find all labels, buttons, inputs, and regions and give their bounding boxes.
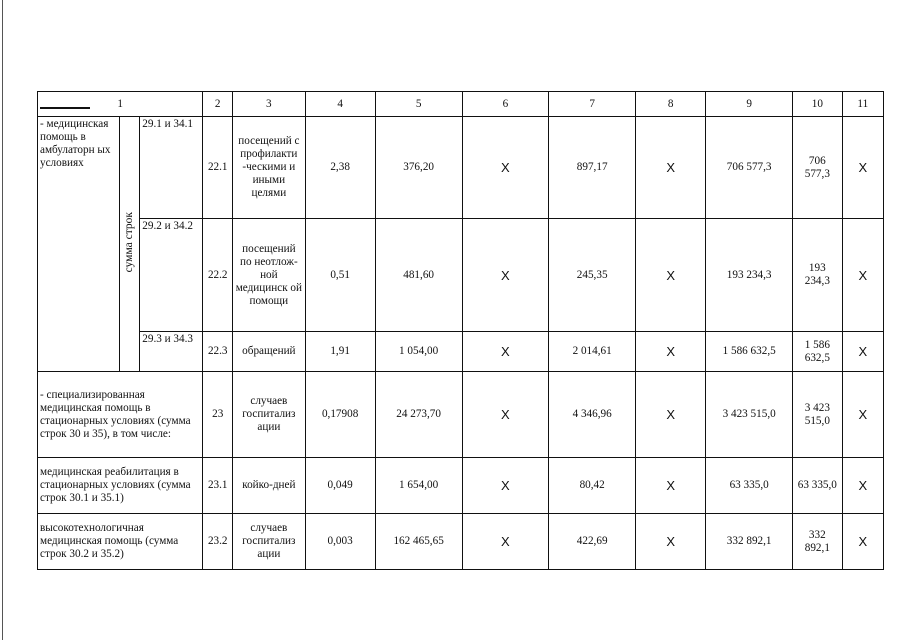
value-cell: 2,38 — [305, 117, 375, 219]
unit-cell: случаев госпитализ ации — [233, 514, 305, 570]
x-mark: X — [636, 514, 706, 570]
value-cell: 4 346,96 — [549, 372, 636, 458]
row-refs: 29.1 и 34.1 — [140, 117, 203, 219]
x-mark: X — [636, 117, 706, 219]
unit-cell: койко-дней — [233, 458, 305, 514]
unit-cell: обращений — [233, 332, 305, 372]
unit-cell: случаев госпитализ ации — [233, 372, 305, 458]
table-row — [38, 514, 884, 570]
x-mark: X — [462, 332, 549, 372]
table-row — [38, 219, 884, 332]
header-col-3: 3 — [233, 92, 305, 117]
value-cell: 24 273,70 — [375, 372, 462, 458]
header-row — [38, 92, 884, 117]
x-mark: X — [462, 514, 549, 570]
row-number: 23.2 — [203, 514, 233, 570]
header-col-9: 9 — [706, 92, 793, 117]
row-number: 23.1 — [203, 458, 233, 514]
value-cell: 193 234,3 — [706, 219, 793, 332]
x-mark: X — [842, 514, 883, 570]
value-cell: 1 586 632,5 — [793, 332, 843, 372]
value-cell: 162 465,65 — [375, 514, 462, 570]
value-cell: 481,60 — [375, 219, 462, 332]
outpatient-label: - медицинская помощь в амбулаторн ых условиях — [38, 117, 120, 372]
value-cell: 1 654,00 — [375, 458, 462, 514]
value-cell: 376,20 — [375, 117, 462, 219]
header-col-2: 2 — [203, 92, 233, 117]
unit-cell: посещений по неотлож- ной медицинск ой помощи — [233, 219, 305, 332]
header-col-4: 4 — [305, 92, 375, 117]
header-col-6: 6 — [462, 92, 549, 117]
row-number: 22.2 — [203, 219, 233, 332]
value-cell: 1,91 — [305, 332, 375, 372]
value-cell: 193 234,3 — [793, 219, 843, 332]
value-cell: 1 586 632,5 — [706, 332, 793, 372]
header-col-1: 1 — [38, 92, 203, 117]
row-label: - специализированная медицинская помощь в стационарных условиях (сумма строк 30 и 35), в том числе: — [38, 372, 203, 458]
x-mark: X — [636, 332, 706, 372]
header-col-10: 10 — [793, 92, 843, 117]
row-number: 22.3 — [203, 332, 233, 372]
table-row — [38, 332, 884, 372]
value-cell: 332 892,1 — [793, 514, 843, 570]
value-cell: 80,42 — [549, 458, 636, 514]
unit-cell: посещений с профилакти -ческими и иными целями — [233, 117, 305, 219]
group-label: сумма строк — [119, 117, 140, 372]
row-refs: 29.2 и 34.2 — [140, 219, 203, 332]
header-col-8: 8 — [636, 92, 706, 117]
x-mark: X — [842, 332, 883, 372]
budget-table — [37, 91, 884, 570]
x-mark: X — [462, 372, 549, 458]
value-cell: 3 423 515,0 — [793, 372, 843, 458]
x-mark: X — [842, 219, 883, 332]
row-number: 22.1 — [203, 117, 233, 219]
value-cell: 706 577,3 — [706, 117, 793, 219]
x-mark: X — [462, 117, 549, 219]
x-mark: X — [462, 458, 549, 514]
row-label: медицинская реабилитация в стационарных условиях (сумма строк 30.1 и 35.1) — [38, 458, 203, 514]
value-cell: 0,003 — [305, 514, 375, 570]
x-mark: X — [842, 117, 883, 219]
value-cell: 63 335,0 — [706, 458, 793, 514]
value-cell: 332 892,1 — [706, 514, 793, 570]
value-cell: 422,69 — [549, 514, 636, 570]
value-cell: 0,17908 — [305, 372, 375, 458]
page-left-rule — [2, 0, 3, 640]
header-col-5: 5 — [375, 92, 462, 117]
table-row — [38, 117, 884, 219]
table-row — [38, 372, 884, 458]
x-mark: X — [842, 458, 883, 514]
row-label: высокотехнологичная медицинская помощь (сумма строк 30.2 и 35.2) — [38, 514, 203, 570]
value-cell: 706 577,3 — [793, 117, 843, 219]
row-refs: 29.3 и 34.3 — [140, 332, 203, 372]
header-mark — [40, 107, 90, 109]
x-mark: X — [636, 219, 706, 332]
x-mark: X — [636, 372, 706, 458]
row-number: 23 — [203, 372, 233, 458]
header-col-11: 11 — [842, 92, 883, 117]
value-cell: 2 014,61 — [549, 332, 636, 372]
value-cell: 1 054,00 — [375, 332, 462, 372]
value-cell: 3 423 515,0 — [706, 372, 793, 458]
value-cell: 245,35 — [549, 219, 636, 332]
x-mark: X — [462, 219, 549, 332]
value-cell: 0,049 — [305, 458, 375, 514]
x-mark: X — [636, 458, 706, 514]
table-row — [38, 458, 884, 514]
value-cell: 63 335,0 — [793, 458, 843, 514]
header-col-7: 7 — [549, 92, 636, 117]
x-mark: X — [842, 372, 883, 458]
value-cell: 0,51 — [305, 219, 375, 332]
value-cell: 897,17 — [549, 117, 636, 219]
